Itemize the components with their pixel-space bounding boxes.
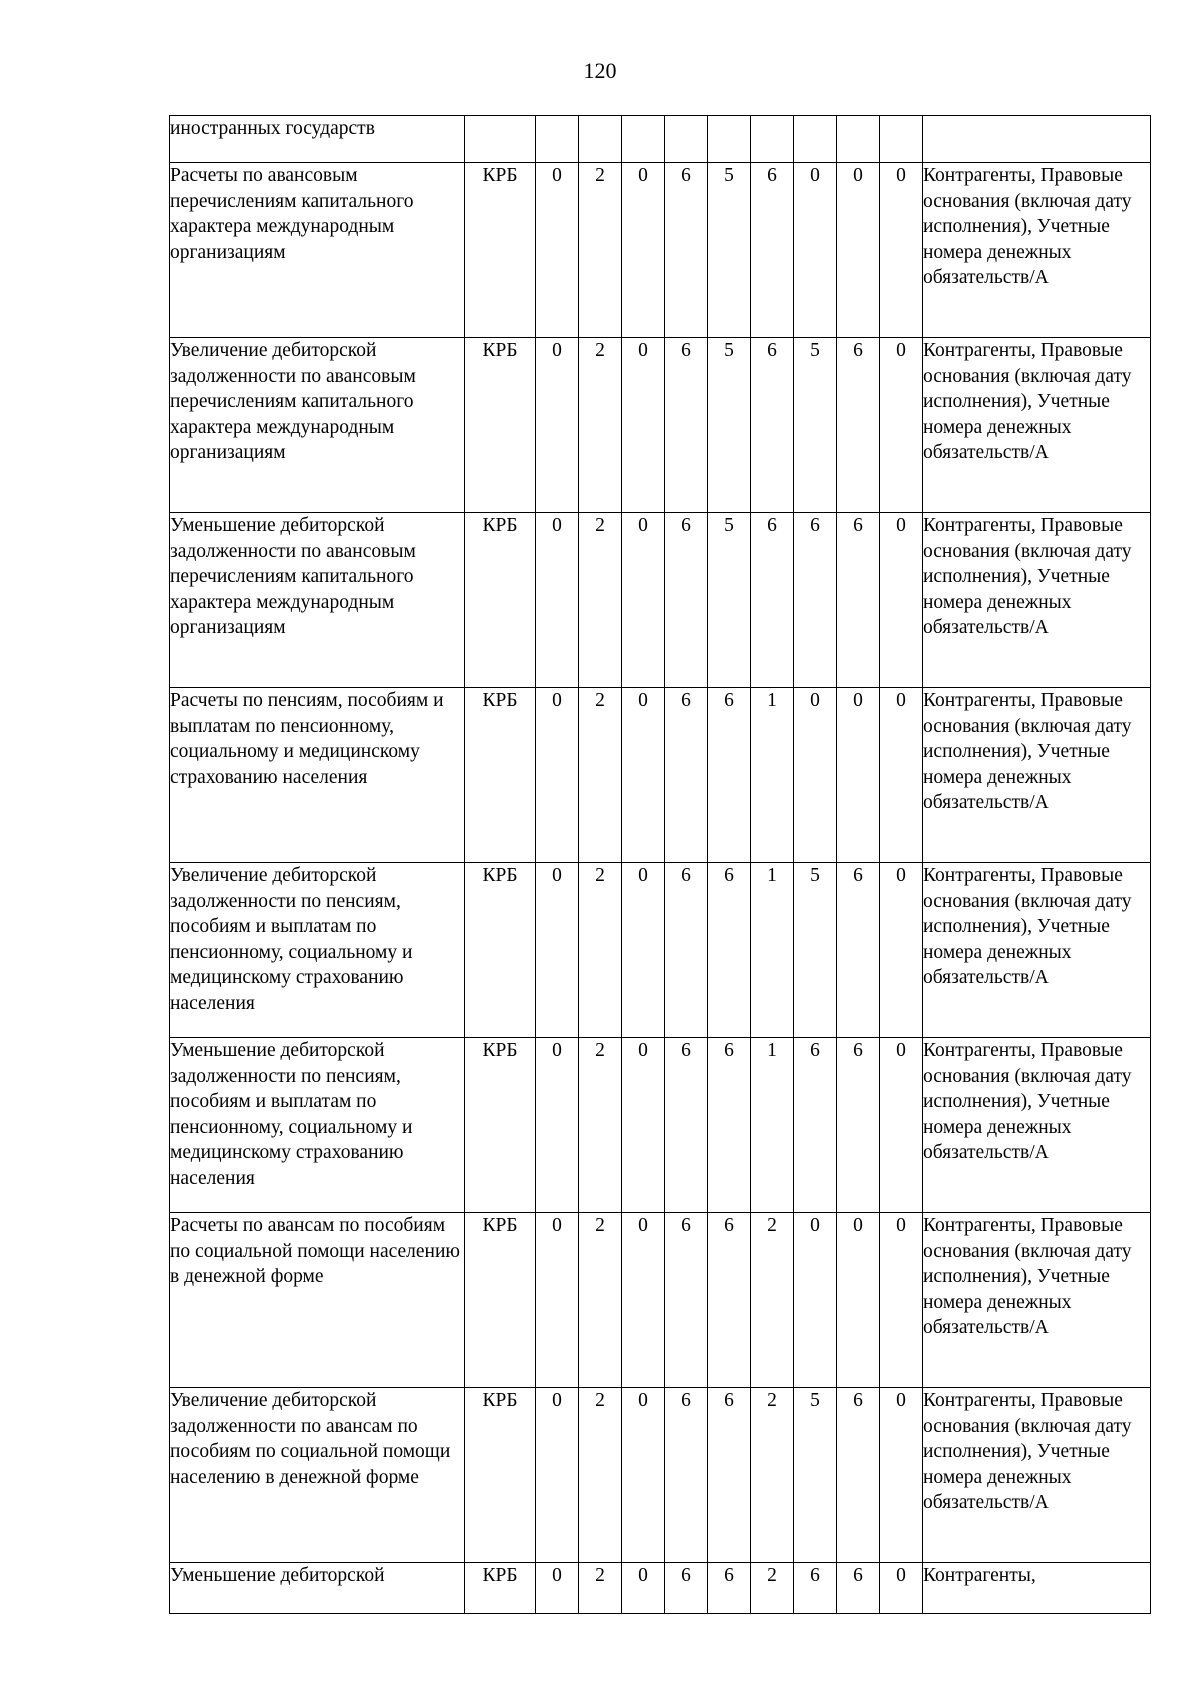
account-digit-cell: 0 bbox=[794, 1213, 837, 1388]
account-digit-cell: 5 bbox=[794, 1388, 837, 1563]
account-digit-cell: 6 bbox=[708, 1213, 751, 1388]
account-digit-cell bbox=[536, 116, 579, 163]
budget-code-cell: КРБ bbox=[465, 1213, 536, 1388]
account-digit-cell: 0 bbox=[536, 1563, 579, 1614]
account-digit-cell: 2 bbox=[579, 1213, 622, 1388]
account-digit-cell: 6 bbox=[665, 163, 708, 338]
budget-code-cell: КРБ bbox=[465, 1388, 536, 1563]
budget-code-cell: КРБ bbox=[465, 688, 536, 863]
account-digit-cell: 0 bbox=[622, 688, 665, 863]
account-digit-cell: 6 bbox=[837, 1038, 880, 1213]
account-digit-cell: 0 bbox=[794, 688, 837, 863]
budget-code-cell: КРБ bbox=[465, 163, 536, 338]
account-digit-cell bbox=[837, 116, 880, 163]
analytics-cell bbox=[923, 116, 1151, 163]
account-digit-cell: 6 bbox=[665, 1213, 708, 1388]
account-digit-cell: 2 bbox=[579, 1038, 622, 1213]
account-digit-cell: 6 bbox=[665, 513, 708, 688]
account-name-cell: Увеличение дебиторской задолженности по авансовым перечислениям капитального характера международным организациям bbox=[170, 338, 465, 513]
account-digit-cell: 1 bbox=[751, 863, 794, 1038]
analytics-cell: Контрагенты, Правовые основания (включая дату исполнения), Учетные номера денежных обязательств/А bbox=[923, 163, 1151, 338]
account-digit-cell: 0 bbox=[880, 863, 923, 1038]
account-digit-cell: 2 bbox=[751, 1563, 794, 1614]
account-digit-cell: 6 bbox=[708, 688, 751, 863]
budget-code-cell: КРБ bbox=[465, 338, 536, 513]
table-row bbox=[170, 688, 1151, 863]
account-digit-cell: 0 bbox=[536, 1038, 579, 1213]
account-digit-cell: 2 bbox=[579, 1563, 622, 1614]
account-digit-cell: 0 bbox=[622, 163, 665, 338]
account-digit-cell: 6 bbox=[708, 863, 751, 1038]
table-row bbox=[170, 1563, 1151, 1614]
account-name-cell: Уменьшение дебиторской задолженности по авансовым перечислениям капитального характера международным организациям bbox=[170, 513, 465, 688]
account-digit-cell: 5 bbox=[708, 338, 751, 513]
account-digit-cell: 0 bbox=[622, 338, 665, 513]
account-digit-cell: 0 bbox=[622, 1038, 665, 1213]
account-digit-cell bbox=[579, 116, 622, 163]
account-digit-cell: 0 bbox=[536, 863, 579, 1038]
account-digit-cell: 0 bbox=[837, 163, 880, 338]
account-digit-cell: 2 bbox=[579, 863, 622, 1038]
account-digit-cell: 6 bbox=[751, 338, 794, 513]
account-digit-cell: 0 bbox=[880, 338, 923, 513]
account-digit-cell: 0 bbox=[622, 863, 665, 1038]
account-digit-cell: 6 bbox=[751, 513, 794, 688]
account-digit-cell bbox=[794, 116, 837, 163]
account-digit-cell: 0 bbox=[880, 1213, 923, 1388]
account-digit-cell: 5 bbox=[794, 863, 837, 1038]
account-name-cell: Уменьшение дебиторской bbox=[170, 1563, 465, 1614]
account-digit-cell: 0 bbox=[536, 513, 579, 688]
analytics-cell: Контрагенты, Правовые основания (включая дату исполнения), Учетные номера денежных обязательств/А bbox=[923, 1213, 1151, 1388]
account-digit-cell: 6 bbox=[665, 863, 708, 1038]
budget-code-cell: КРБ bbox=[465, 1563, 536, 1614]
account-digit-cell: 6 bbox=[794, 1038, 837, 1213]
account-digit-cell: 6 bbox=[665, 1388, 708, 1563]
account-digit-cell: 2 bbox=[579, 338, 622, 513]
account-digit-cell: 1 bbox=[751, 1038, 794, 1213]
account-name-cell: иностранных государств bbox=[170, 116, 465, 163]
account-digit-cell: 6 bbox=[837, 1388, 880, 1563]
analytics-cell: Контрагенты, Правовые основания (включая дату исполнения), Учетные номера денежных обязательств/А bbox=[923, 338, 1151, 513]
account-digit-cell: 5 bbox=[708, 513, 751, 688]
account-name-cell: Увеличение дебиторской задолженности по пенсиям, пособиям и выплатам по пенсионному, социальному и медицинскому страхованию населения bbox=[170, 863, 465, 1038]
account-digit-cell: 0 bbox=[880, 163, 923, 338]
page-number: 120 bbox=[583, 58, 617, 83]
account-digit-cell: 0 bbox=[622, 513, 665, 688]
account-digit-cell: 5 bbox=[794, 338, 837, 513]
account-digit-cell: 0 bbox=[536, 163, 579, 338]
account-digit-cell: 6 bbox=[751, 163, 794, 338]
account-digit-cell: 0 bbox=[622, 1388, 665, 1563]
account-name-cell: Увеличение дебиторской задолженности по авансам по пособиям по социальной помощи населению в денежной форме bbox=[170, 1388, 465, 1563]
account-digit-cell bbox=[622, 116, 665, 163]
account-table bbox=[169, 115, 1151, 1614]
account-digit-cell: 6 bbox=[708, 1563, 751, 1614]
account-digit-cell: 0 bbox=[837, 688, 880, 863]
account-name-cell: Расчеты по пенсиям, пособиям и выплатам по пенсионному, социальному и медицинскому страхованию населения bbox=[170, 688, 465, 863]
account-digit-cell: 2 bbox=[751, 1213, 794, 1388]
analytics-cell: Контрагенты, Правовые основания (включая дату исполнения), Учетные номера денежных обязательств/А bbox=[923, 1038, 1151, 1213]
budget-code-cell bbox=[465, 116, 536, 163]
account-digit-cell: 6 bbox=[665, 688, 708, 863]
account-digit-cell bbox=[751, 116, 794, 163]
account-digit-cell bbox=[880, 116, 923, 163]
analytics-cell: Контрагенты, Правовые основания (включая дату исполнения), Учетные номера денежных обязательств/А bbox=[923, 1388, 1151, 1563]
account-digit-cell: 0 bbox=[622, 1563, 665, 1614]
account-digit-cell: 1 bbox=[751, 688, 794, 863]
account-digit-cell: 2 bbox=[579, 513, 622, 688]
account-digit-cell: 0 bbox=[837, 1213, 880, 1388]
budget-code-cell: КРБ bbox=[465, 513, 536, 688]
table-row bbox=[170, 163, 1151, 338]
table-row bbox=[170, 338, 1151, 513]
budget-code-cell: КРБ bbox=[465, 1038, 536, 1213]
account-digit-cell: 0 bbox=[536, 338, 579, 513]
analytics-cell: Контрагенты, Правовые основания (включая дату исполнения), Учетные номера денежных обязательств/А bbox=[923, 513, 1151, 688]
table-row bbox=[170, 1213, 1151, 1388]
account-digit-cell: 6 bbox=[708, 1038, 751, 1213]
table-row bbox=[170, 1038, 1151, 1213]
account-digit-cell: 6 bbox=[665, 1038, 708, 1213]
analytics-cell: Контрагенты, Правовые основания (включая дату исполнения), Учетные номера денежных обязательств/А bbox=[923, 688, 1151, 863]
account-digit-cell bbox=[665, 116, 708, 163]
account-digit-cell: 0 bbox=[536, 688, 579, 863]
account-digit-cell: 6 bbox=[665, 1563, 708, 1614]
account-digit-cell: 0 bbox=[794, 163, 837, 338]
account-digit-cell: 6 bbox=[837, 863, 880, 1038]
budget-code-cell: КРБ bbox=[465, 863, 536, 1038]
account-digit-cell: 6 bbox=[837, 1563, 880, 1614]
account-digit-cell: 0 bbox=[622, 1213, 665, 1388]
account-digit-cell: 0 bbox=[536, 1213, 579, 1388]
account-digit-cell: 6 bbox=[665, 338, 708, 513]
account-digit-cell: 6 bbox=[837, 513, 880, 688]
table-row bbox=[170, 863, 1151, 1038]
account-digit-cell: 6 bbox=[794, 513, 837, 688]
account-digit-cell bbox=[708, 116, 751, 163]
table-row bbox=[170, 1388, 1151, 1563]
account-digit-cell: 6 bbox=[708, 1388, 751, 1563]
account-digit-cell: 0 bbox=[880, 1388, 923, 1563]
account-digit-cell: 0 bbox=[880, 1038, 923, 1213]
account-digit-cell: 2 bbox=[579, 163, 622, 338]
account-name-cell: Расчеты по авансовым перечислениям капитального характера международным организациям bbox=[170, 163, 465, 338]
analytics-cell: Контрагенты, Правовые основания (включая дату исполнения), Учетные номера денежных обязательств/А bbox=[923, 863, 1151, 1038]
account-digit-cell: 2 bbox=[579, 1388, 622, 1563]
table-row bbox=[170, 513, 1151, 688]
analytics-cell: Контрагенты, bbox=[923, 1563, 1151, 1614]
account-digit-cell: 0 bbox=[880, 1563, 923, 1614]
account-digit-cell: 2 bbox=[751, 1388, 794, 1563]
account-digit-cell: 0 bbox=[880, 513, 923, 688]
table-row bbox=[170, 116, 1151, 163]
account-name-cell: Уменьшение дебиторской задолженности по пенсиям, пособиям и выплатам по пенсионному, социальному и медицинскому страхованию населения bbox=[170, 1038, 465, 1213]
account-digit-cell: 6 bbox=[837, 338, 880, 513]
account-digit-cell: 2 bbox=[579, 688, 622, 863]
account-name-cell: Расчеты по авансам по пособиям по социальной помощи населению в денежной форме bbox=[170, 1213, 465, 1388]
account-digit-cell: 6 bbox=[794, 1563, 837, 1614]
account-digit-cell: 0 bbox=[880, 688, 923, 863]
account-digit-cell: 0 bbox=[536, 1388, 579, 1563]
account-digit-cell: 5 bbox=[708, 163, 751, 338]
